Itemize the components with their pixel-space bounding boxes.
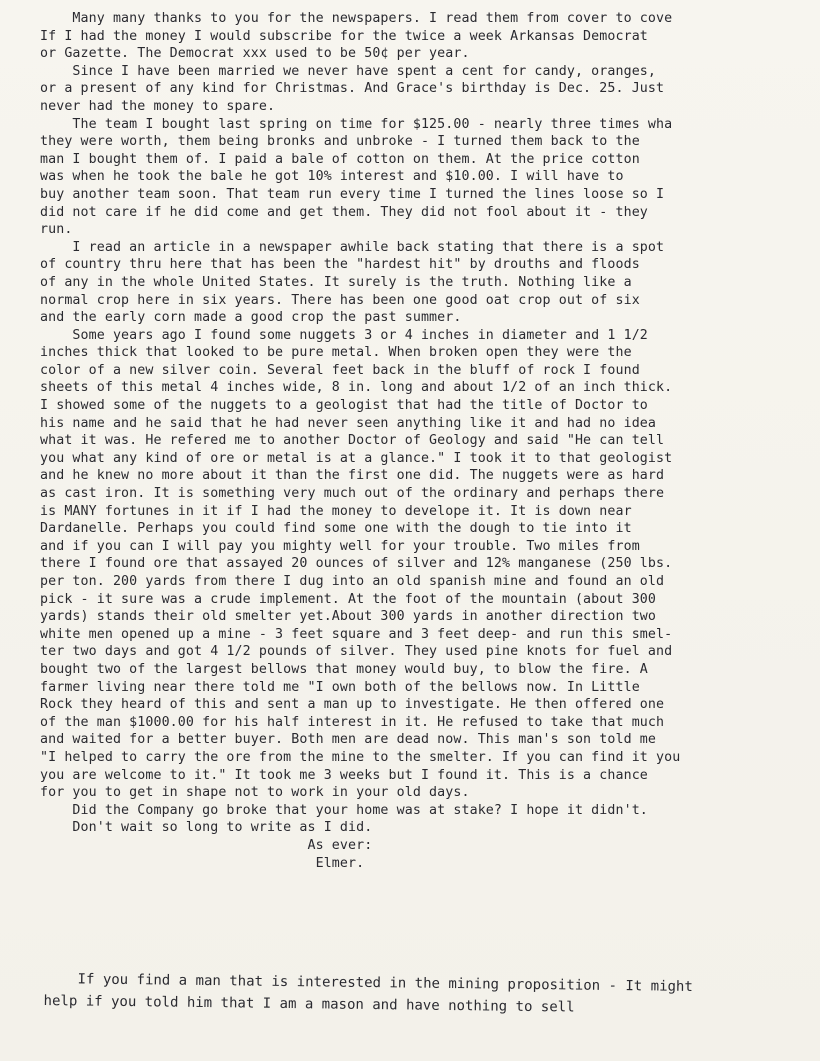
letter-line: for you to get in shape not to work in your old days. [40,785,470,801]
letter-line: and waited for a better buyer. Both men are dead now. This man's son told me [40,732,657,748]
letter-line: pick - it sure was a crude implement. At the foot of the mountain (about 300 [40,591,657,607]
letter-line: you what any kind of ore or metal is at a glance." I took it to that geologist [40,450,673,466]
letter-line: Did the Company go broke that your home was at stake? I hope it didn't. [40,802,648,818]
letter-line: of country thru here that has been the "hardest hit" by drouths and floods [40,257,640,273]
letter-line: If I had the money I would subscribe for the twice a week Arkansas Democrat [40,28,648,44]
letter-line: inches thick that looked to be pure metal. When broken open they were the [40,345,632,361]
letter-line: you are welcome to it." It took me 3 weeks but I found it. This is a chance [40,767,648,783]
letter-line: as cast iron. It is something very much out of the ordinary and perhaps there [40,486,665,502]
letter-line: "I helped to carry the ore from the mine to the smelter. If you can find it you [40,749,681,765]
letter-line: never had the money to spare. [40,98,276,114]
letter-line: Elmer. [40,855,365,871]
letter-line: or Gazette. The Democrat xxx used to be 50¢ per year. [40,46,470,62]
letter-line: Dardanelle. Perhaps you could find some one with the dough to tie into it [40,521,632,537]
letter-line: per ton. 200 yards from there I dug into an old spanish mine and found an old [40,574,665,589]
letter-line: run. [40,222,73,238]
letter-line: and he knew no more about it than the first one did. The nuggets were as hard [40,468,665,484]
letter-line: Rock they heard of this and sent a man up to investigate. He then offered one [40,697,665,713]
postscript-line: If you find a man that is interested in the mining proposition - It might [43,970,693,995]
letter-line: normal crop here in six years. There has been one good oat crop out of six [40,292,640,308]
letter-line: his name and he said that he had never seen anything like it and had no idea [40,415,657,431]
letter-body [40,10,815,872]
letter-line: they were worth, them being bronks and unbroke - I turned them back to the [40,134,640,150]
letter-line: bought two of the largest bellows that money would buy, to blow the fire. A [40,661,648,677]
letter-line: ter two days and got 4 1/2 pounds of silver. They used pine knots for fuel and [40,644,673,660]
letter-line: did not care if he did come and get them. They did not fool about it - they [40,204,648,220]
letter-line: was when he took the bale he got 10% interest and $10.00. I will have to [40,169,624,185]
letter-line: of any in the whole United States. It surely is the truth. Nothing like a [40,274,632,290]
letter-line: is MANY fortunes in it if I had the money to develope it. It is down near [40,503,632,519]
letter-line: of the man $1000.00 for his half interest in it. He refused to take that much [40,714,665,730]
letter-line: As ever: [40,837,373,853]
letter-line: Don't wait so long to write as I did. [40,820,373,836]
letter-line: sheets of this metal 4 inches wide, 8 in. long and about 1/2 of an inch thick. [40,380,673,396]
postscript [43,968,803,1021]
letter-line: Many many thanks to you for the newspapers. I read them from cover to cove [40,11,673,26]
letter-line: I read an article in a newspaper awhile back stating that there is a spot [40,239,665,255]
letter-line: Since I have been married we never have spent a cent for candy, oranges, [40,63,657,79]
letter-line: I showed some of the nuggets to a geologist that had the title of Doctor to [40,398,648,414]
letter-line: farmer living near there told me "I own both of the bellows now. In Little [40,679,640,695]
letter-line: what it was. He refered me to another Doctor of Geology and said "He can tell [40,433,665,449]
letter-line: or a present of any kind for Christmas. And Grace's birthday is Dec. 25. Just [40,81,665,97]
postscript-line: help if you told him that I am a mason and have nothing to sell [43,992,575,1016]
letter-line: yards) stands their old smelter yet.About 300 yards in another direction two [40,609,657,625]
letter-line: Some years ago I found some nuggets 3 or 4 inches in diameter and 1 1/2 [40,327,648,343]
letter-line: buy another team soon. That team run every time I turned the lines loose so I [40,186,665,202]
letter-line: color of a new silver coin. Several feet back in the bluff of rock I found [40,362,640,378]
letter-line: there I found ore that assayed 20 ounces of silver and 12% manganese (250 lbs. [40,556,673,572]
letter-line: white men opened up a mine - 3 feet square and 3 feet deep- and run this smel- [40,626,673,642]
letter-line: The team I bought last spring on time for $125.00 - nearly three times wha [40,116,673,132]
letter-line: and if you can I will pay you mighty well for your trouble. Two miles from [40,538,640,554]
letter-line: man I bought them of. I paid a bale of cotton on them. At the price cotton [40,151,640,167]
letter-line: and the early corn made a good crop the past summer. [40,310,462,326]
